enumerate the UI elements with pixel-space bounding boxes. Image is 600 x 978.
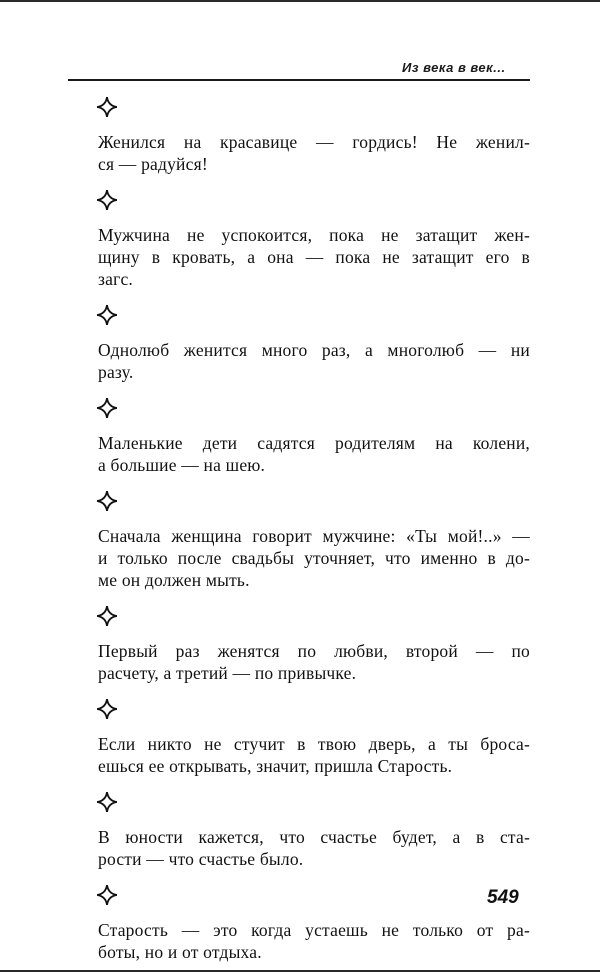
aphorism-text bbox=[98, 919, 530, 963]
four-point-star-icon bbox=[97, 97, 119, 119]
running-head-title: Из века в век... bbox=[402, 60, 506, 75]
header-rule bbox=[68, 79, 530, 81]
text-line: ся — радуйся! bbox=[98, 154, 208, 174]
four-point-star-icon bbox=[97, 606, 119, 628]
aphorism-block bbox=[98, 398, 530, 476]
aphorism-text bbox=[98, 432, 530, 476]
aphorism-block bbox=[98, 97, 530, 175]
text-line: боты, но и от отдыха. bbox=[98, 942, 262, 962]
text-line: Маленькие дети садятся родителям на колени, bbox=[98, 433, 530, 453]
text-line: рости — что счастье было. bbox=[98, 849, 304, 869]
aphorism-text bbox=[98, 826, 530, 870]
four-point-star-icon bbox=[97, 699, 119, 721]
aphorism-text bbox=[98, 640, 530, 684]
text-line: ме он должен мыть. bbox=[98, 570, 250, 590]
aphorism-block bbox=[98, 190, 530, 290]
aphorism-text bbox=[98, 525, 530, 591]
text-line: Первый раз женятся по любви, второй — по bbox=[98, 641, 530, 661]
four-point-star-icon bbox=[97, 491, 119, 513]
text-line: Мужчина не успокоится, пока не затащит жен- bbox=[98, 225, 530, 245]
text-line: разу. bbox=[98, 362, 134, 382]
aphorism-block bbox=[98, 885, 530, 963]
aphorism-block bbox=[98, 606, 530, 684]
text-line: Женился на красавице — гордись! Не женил- bbox=[98, 132, 530, 152]
text-line: расчету, а третий — по привычке. bbox=[98, 663, 357, 683]
aphorism-text bbox=[98, 224, 530, 290]
four-point-star-icon bbox=[97, 190, 119, 212]
page-number: 549 bbox=[487, 887, 519, 908]
text-line: щину в кровать, а она — пока не затащит его в bbox=[98, 247, 530, 267]
text-line: ешься ее открывать, значит, пришла Старость. bbox=[98, 756, 453, 776]
aphorism-block bbox=[98, 792, 530, 870]
text-line: Если никто не стучит в твою дверь, а ты броса- bbox=[98, 734, 530, 754]
page-top-border bbox=[0, 0, 600, 2]
aphorism-text bbox=[98, 339, 530, 383]
aphorism-list bbox=[98, 97, 530, 978]
aphorism-block bbox=[98, 305, 530, 383]
aphorism-text bbox=[98, 131, 530, 175]
aphorism-block bbox=[98, 699, 530, 777]
text-line: Однолюб женится много раз, а многолюб — ни bbox=[98, 340, 530, 360]
four-point-star-icon bbox=[97, 885, 119, 907]
four-point-star-icon bbox=[97, 305, 119, 327]
text-line: Старость — это когда устаешь не только от ра- bbox=[98, 920, 530, 940]
text-line: Сначала женщина говорит мужчине: «Ты мой!..» — bbox=[98, 526, 530, 546]
text-line: В юности кажется, что счастье будет, а в ста- bbox=[98, 827, 530, 847]
text-line: а большие — на шею. bbox=[98, 455, 266, 475]
text-line: и только после свадьбы уточняет, что именно в до- bbox=[98, 548, 530, 568]
aphorism-text bbox=[98, 733, 530, 777]
four-point-star-icon bbox=[97, 792, 119, 814]
aphorism-block bbox=[98, 491, 530, 591]
four-point-star-icon bbox=[97, 398, 119, 420]
text-line: загс. bbox=[98, 269, 134, 289]
